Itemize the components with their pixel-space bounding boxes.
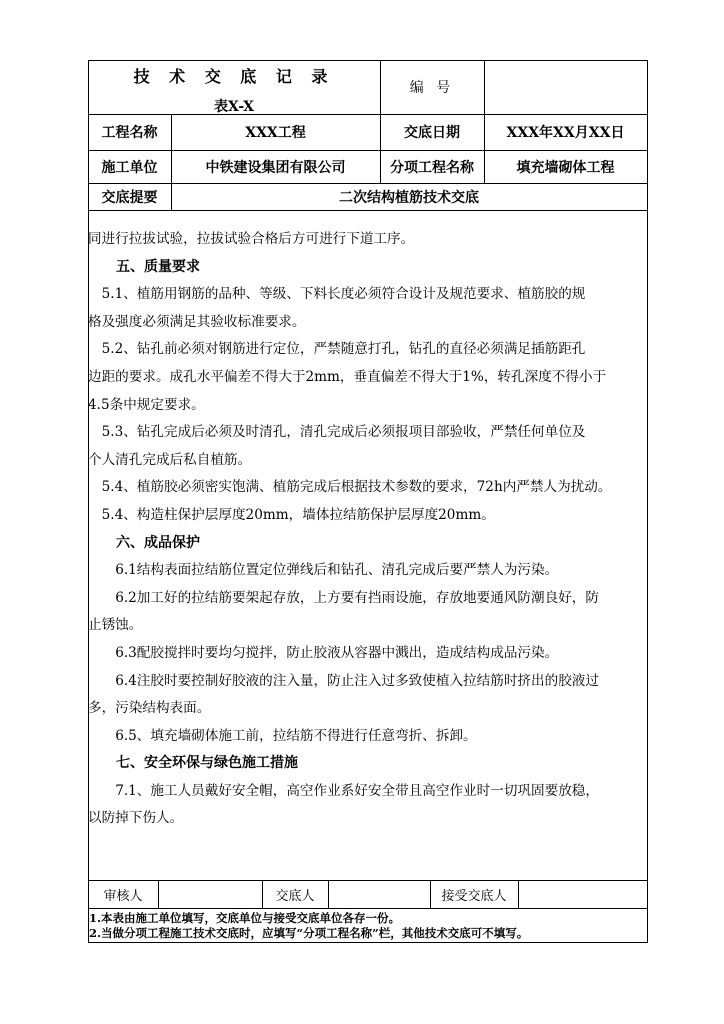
content-line: 6.1结构表面拉结筋位置定位弹线后和钻孔、清孔完成后要严禁人为污染。 [115, 562, 559, 579]
content-line: 格及强度必须满足其验收标准要求。 [88, 313, 306, 330]
content-line: 多，污染结构表面。 [88, 700, 211, 717]
number-field[interactable] [484, 60, 647, 114]
content-line: 7.1、施工人员戴好安全帽，高空作业系好安全带且高空作业时一切巩固要放稳， [115, 782, 599, 799]
content-line: 4.5条中规定要求。 [88, 396, 205, 413]
disclosure-content [88, 226, 648, 833]
project-name-value: XXX工程 [245, 125, 306, 141]
content-line: 边距的要求。成孔水平偏差不得大于2mm，垂直偏差不得大于1%，转孔深度不得小于 [88, 368, 607, 385]
form-code: 表X-X [213, 99, 255, 115]
content-line: 6.4注胶时要控制好胶液的注入量，防止注入过多致使植入拉结筋时挤出的胶液过 [115, 672, 599, 689]
date-label: 交底日期 [404, 125, 460, 141]
content-line: 个人清孔完成后私自植筋。 [88, 451, 252, 468]
sub-project-label: 分项工程名称 [390, 159, 474, 176]
receiver-field[interactable] [518, 880, 647, 908]
sub-project-value: 填充墙砌体工程 [516, 159, 615, 176]
content-line: 5.4、构造柱保护层厚度20mm，墙体拉结筋保护层厚度20mm。 [101, 506, 495, 523]
summary-label: 交底提要 [101, 189, 158, 206]
section-heading: 七、安全环保与绿色施工措施 [116, 755, 298, 772]
content-line: 5.2、钻孔前必须对钢筋进行定位，严禁随意打孔，钻孔的直径必须满足插筋距孔 [101, 341, 586, 358]
note-1: 1.本表由施工单位填写，交底单位与接受交底单位各存一份。 [89, 911, 401, 925]
summary-value: 二次结构植筋技术交底 [339, 189, 479, 206]
section-heading: 五、质量要求 [116, 258, 200, 275]
document-title: 技 术 交 底 记 录 [133, 67, 335, 86]
content-line: 5.4、植筋胶必须密实饱满、植筋完成后根据技术参数的要求，72h内严禁人为扰动。 [101, 479, 612, 496]
content-line: 6.2加工好的拉结筋要架起存放，上方要有挡雨设施，存放地要通风防潮良好，防 [115, 589, 599, 606]
content-line: 5.3、钻孔完成后必须及时清孔，清孔完成后必须报项目部验收，严禁任何单位及 [101, 424, 586, 441]
date-value: XXX年XX月XX日 [506, 125, 625, 141]
unit-label: 施工单位 [101, 159, 158, 176]
unit-value: 中铁建设集团有限公司 [205, 159, 346, 176]
content-line: 同进行拉拔试验，拉拔试验合格后方可进行下道工序。 [88, 231, 415, 247]
reviewer-label: 审核人 [103, 888, 143, 904]
content-line: 止锈蚀。 [88, 617, 143, 634]
content-line: 5.1、植筋用钢筋的品种、等级、下料长度必须符合设计及规范要求、植筋胶的规 [101, 286, 586, 303]
section-heading: 六、成品保护 [116, 534, 200, 551]
content-line: 6.5、填充墙砌体施工前，拉结筋不得进行任意弯折、拆卸。 [115, 727, 477, 744]
receiver-label: 接受交底人 [441, 888, 507, 904]
content-line: 以防掉下伤人。 [88, 810, 184, 827]
number-label: 编 号 [409, 80, 455, 96]
content-line: 6.3配胶搅拌时要均匀搅拌，防止胶液从容器中溅出，造成结构成品污染。 [115, 644, 559, 661]
reviewer-field[interactable] [158, 880, 262, 908]
discloser-field[interactable] [328, 880, 430, 908]
project-name-label: 工程名称 [101, 125, 158, 141]
discloser-label: 交底人 [275, 888, 315, 904]
note-2: 2.当做分项工程施工技术交底时，应填写“分项工程名称”栏，其他技术交底可不填写。 [89, 926, 529, 940]
